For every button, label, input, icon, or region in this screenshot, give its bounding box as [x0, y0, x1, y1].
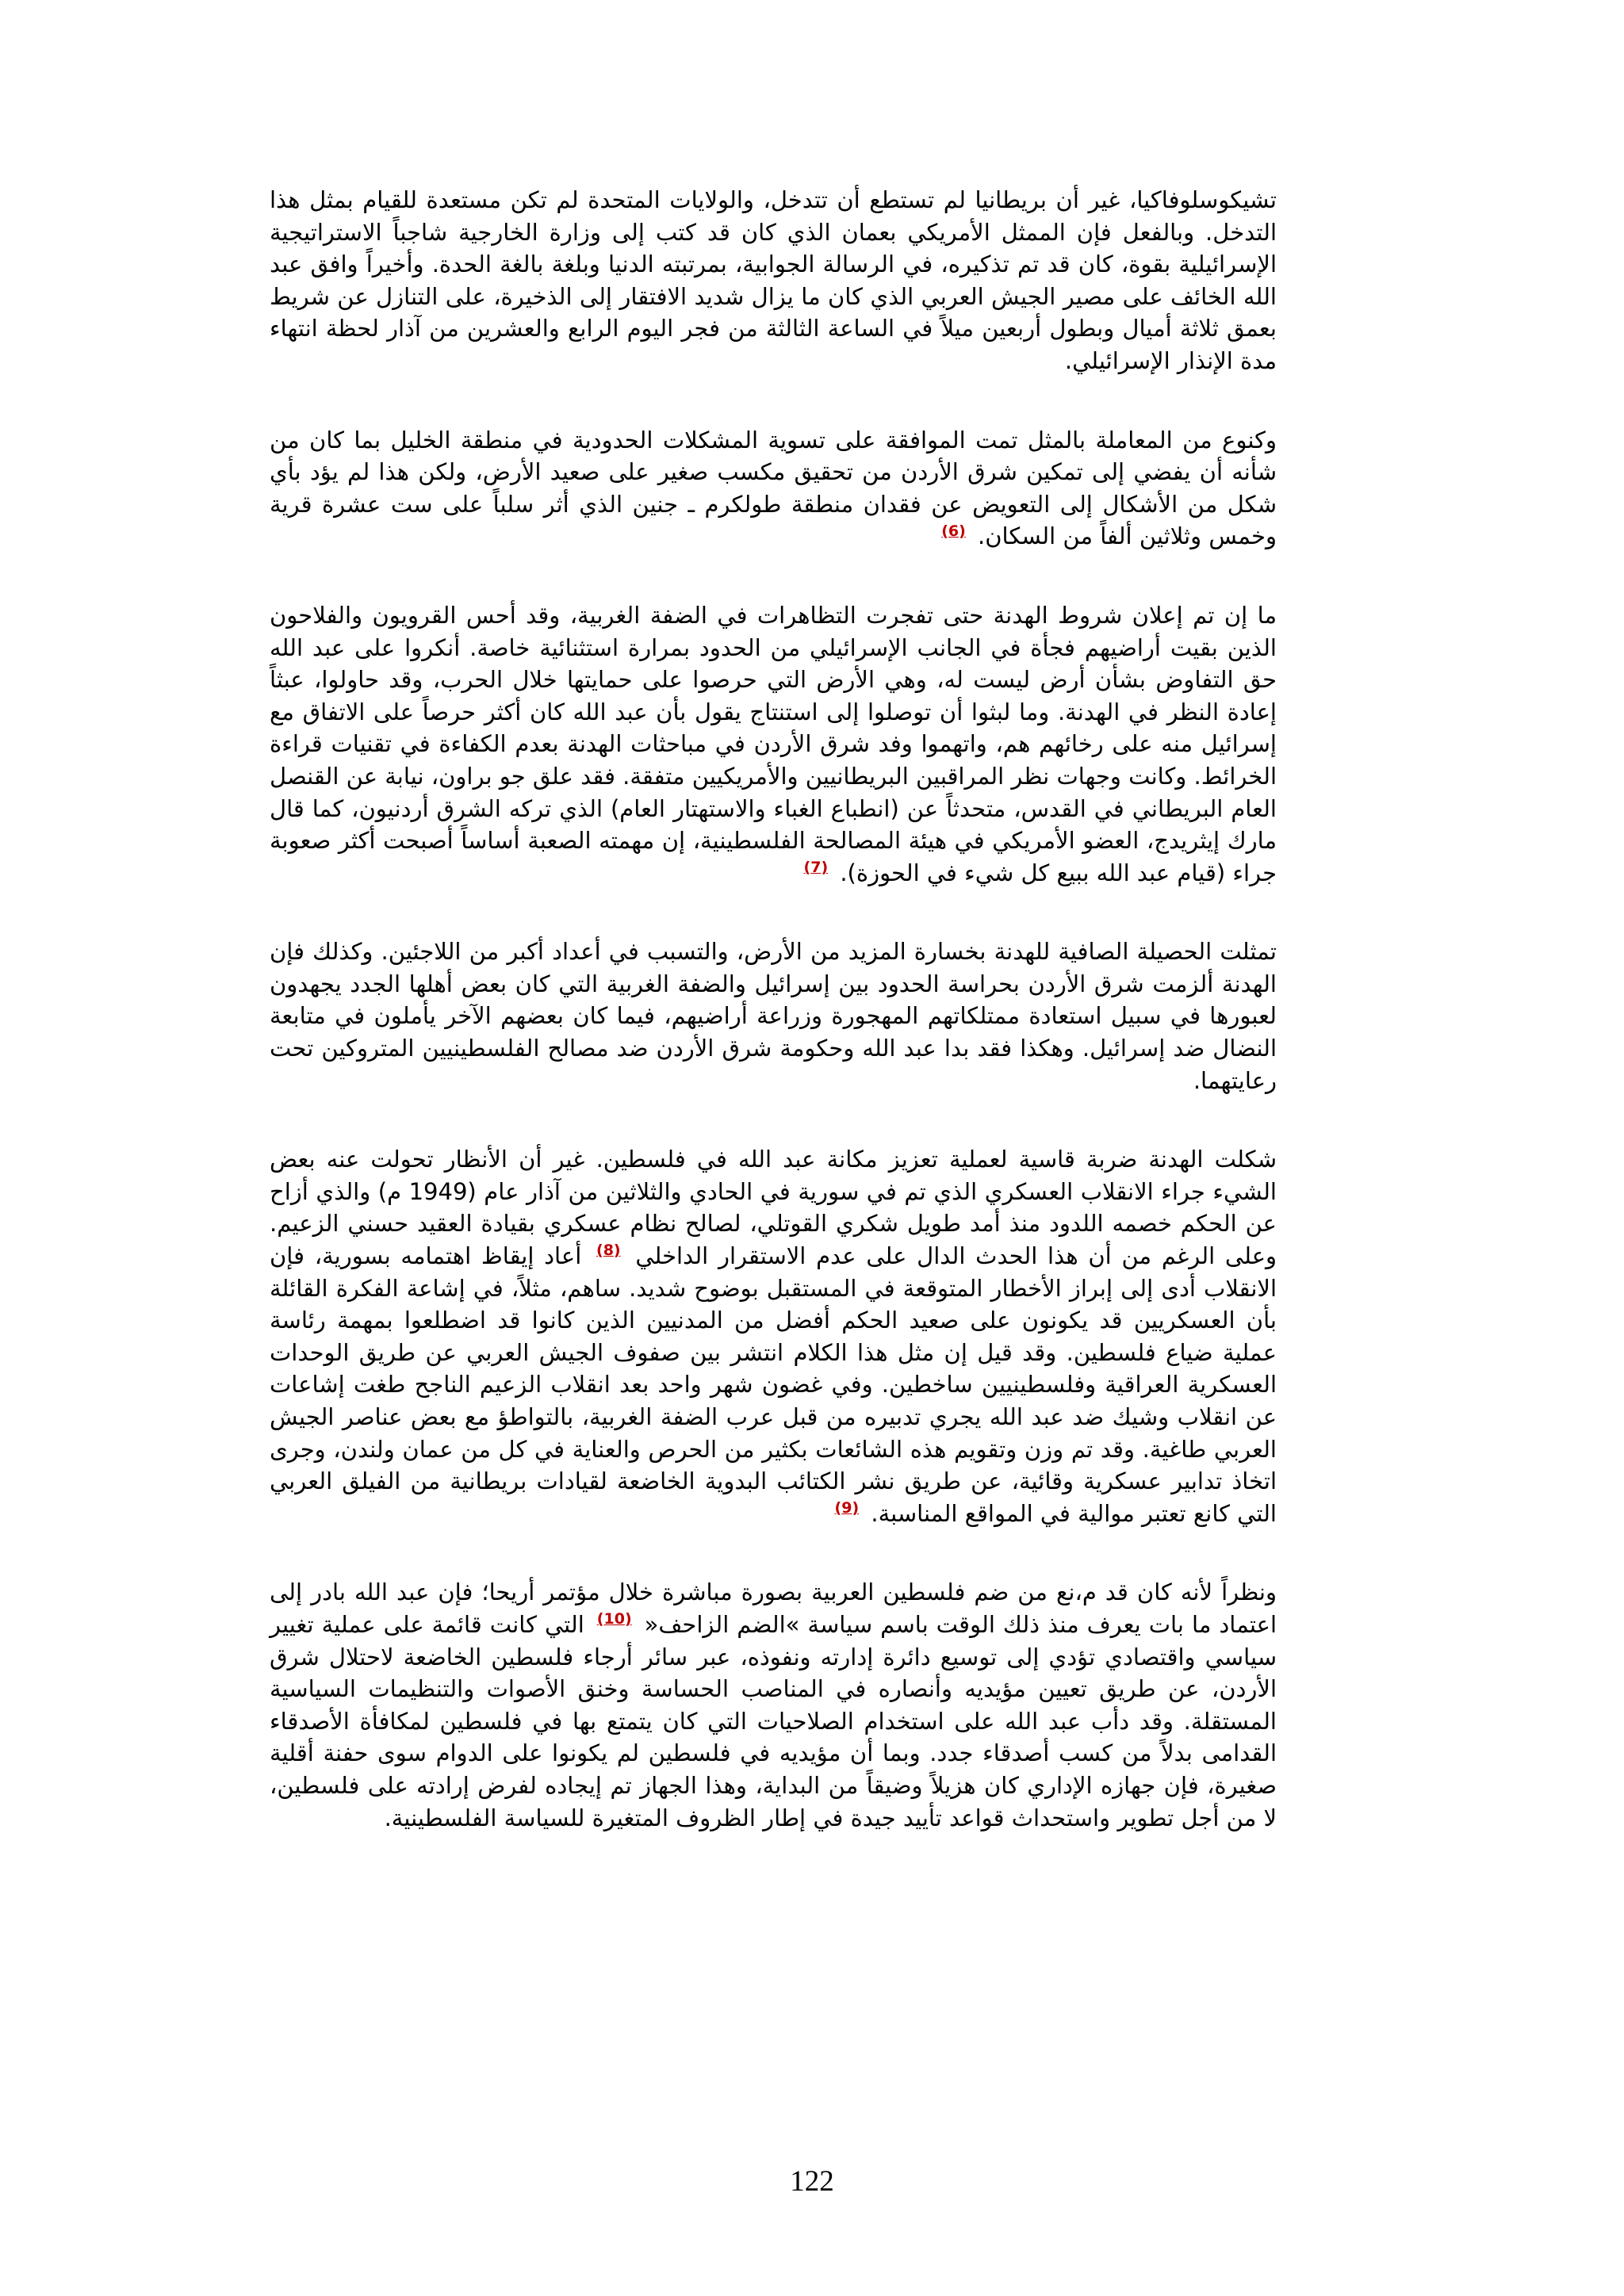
- paragraph-text-start: ونظراً لأنه كان قد م،نع من ضم فلسطين العربية بصورة مباشرة خلال مؤتمر أريحا؛ فإن عبد الله بادر إلى اعتماد ما بات يعرف منذ ذلك الوقت باسم سياسة »الضم الزاحف«: [270, 1578, 1277, 1638]
- paragraph-text: وكنوع من المعاملة بالمثل تمت الموافقة على تسوية المشكلات الحدودية في منطقة الخليل بما كان من شأنه أن يفضي إلى تمكين شرق الأردن من تحقيق مكسب صغير على صعيد الأرض، ولكن هذا لم يؤد بأي شكل من الأشكال إلى التعويض عن فقدان منطقة طولكرم ـ جنين الذي أثر سلباً على ست عشرة قرية وخمس وثلاثين ألفاً من السكان.: [270, 426, 1277, 550]
- paragraph-4: [270, 936, 1277, 1096]
- paragraph-3: [270, 599, 1277, 889]
- paragraph-1: [270, 184, 1277, 377]
- paragraph-2: [270, 424, 1277, 553]
- paragraph-text-start: شكلت الهدنة ضربة قاسية لعملية تعزيز مكانة عبد الله في فلسطين. غير أن الأنظار تحولت عنه بعض الشيء جراء الانقلاب العسكري الذي تم في سورية في الحادي والثلاثين من آذار عام (1949 م) والذي أزاح عن الحكم خصمه اللدود منذ أمد طويل شكري القوتلي، لصالح نظام عسكري بقيادة العقيد حسني الزعيم. وعلى الرغم من أن هذا الحدث الدال على عدم الاستقرار الداخلي: [270, 1146, 1277, 1270]
- document-page: [270, 184, 1277, 1834]
- footnote-reference-link[interactable]: (8): [596, 1242, 621, 1260]
- paragraph-text: ما إن تم إعلان شروط الهدنة حتى تفجرت التظاهرات في الضفة الغربية، وقد أحس القرويون والفلاحون الذين بقيت أراضيهم فجأة في الجانب الإسرائيلي من الحدود بمرارة استثنائية خاصة. أنكروا على عبد الله حق التفاوض بشأن أرض ليست له، وهي الأرض التي حرصوا على حمايتها خلال الحرب، وقد حاولوا، عبثاً إعادة النظر في الهدنة. وما لبثوا أن توصلوا إلى استنتاج يقول بأن عبد الله كان أكثر حرصاً على الاتفاق مع إسرائيل منه على رخائهم هم، واتهموا وفد شرق الأردن في مباحثات الهدنة بعدم الكفاءة في تقنيات قراءة الخرائط. وكانت وجهات نظر المراقبين البريطانيين والأمريكيين متفقة. فقد علق جو براون، نيابة عن القنصل العام البريطاني في القدس، متحدثاً عن (انطباع الغباء والاستهتار العام) الذي تركه الشرق أردنيون، كما قال مارك إيثريدج، العضو الأمريكي في هيئة المصالحة الفلسطينية، إن مهمته الصعبة أساساً أصبحت أكثر صعوبة جراء (قيام عبد الله ببيع كل شيء في الحوزة).: [270, 601, 1277, 886]
- paragraph-text-end: أعاد إيقاظ اهتمامه بسورية، فإن الانقلاب أدى إلى إبراز الأخطار المتوقعة في المستقبل بوضوح شديد. ساهم، مثلاً، في إشاعة الفكرة القائلة بأن العسكريين قد يكونون على صعيد الحكم أفضل من المدنيين الذين كانوا قد اضطلعوا بمهمة رئاسة عملية ضياع فلسطين. وقد قيل إن مثل هذا الكلام انتشر بين صفوف الجيش العربي عن طريق الوحدات العسكرية العراقية وفلسطينيين ساخطين. وفي غضون شهر واحد بعد انقلاب الزعيم الناجح طغت إشاعات عن انقلاب وشيك ضد عبد الله يجري تدبيره من قبل عرب الضفة الغربية، بالتواطؤ مع بعض عناصر الجيش العربي طاغية. وقد تم وزن وتقويم هذه الشائعات بكثير من الحرص والعناية في كل من عمان ولندن، وجرى اتخاذ تدابير عسكرية وقائية، عن طريق نشر الكتائب البدوية الخاضعة لقيادات بريطانية من الفيلق العربي التي كانع تعتبر موالية في المواقع المناسبة.: [270, 1242, 1277, 1527]
- paragraph-text: تشيكوسلوفاكيا، غير أن بريطانيا لم تستطع أن تتدخل، والولايات المتحدة لم تكن مستعدة للقيام بمثل هذا التدخل. وبالفعل فإن الممثل الأمريكي بعمان الذي كان قد كتب إلى وزارة الخارجية شاجباً الاستراتيجية الإسرائيلية بقوة، كان قد تم تذكيره، في الرسالة الجوابية، بمرتبته الدنيا وبلغة بالغة الحدة. وأخيراً وافق عبد الله الخائف على مصير الجيش العربي الذي كان ما يزال شديد الافتقار إلى الذخيرة، على التنازل عن شريط بعمق ثلاثة أميال وبطول أربعين ميلاً في الساعة الثالثة من فجر اليوم الرابع والعشرين من آذار لحظة انتهاء مدة الإنذار الإسرائيلي.: [270, 186, 1277, 374]
- footnote-reference-link[interactable]: (7): [803, 859, 829, 877]
- paragraph-6: [270, 1576, 1277, 1834]
- paragraph-5: [270, 1143, 1277, 1529]
- footnote-reference-link[interactable]: (10): [596, 1610, 632, 1628]
- paragraph-text-end: التي كانت قائمة على عملية تغيير سياسي واقتصادي تؤدي إلى توسيع دائرة إدارته ونفوذه، عبر سائر أرجاء فلسطين الخاضعة لاحتلال شرق الأردن، عن طريق تعيين مؤيديه وأنصاره في المناصب الحساسة وخنق الأصوات والتنظيمات السياسية المستقلة. وقد دأب عبد الله على استخدام الصلاحيات التي كان يتمتع بها في فلسطين لمكافأة الأصدقاء القدامى بدلاً من كسب أصدقاء جدد. وبما أن مؤيديه في فلسطين لم يكونوا على الدوام سوى حفنة أقلية صغيرة، فإن جهازه الإداري كان هزيلاً وضيقاً من البداية، وهذا الجهاز تم إيجاده لفرض إرادته على فلسطين، لا من أجل تطوير واستحداث قواعد تأييد جيدة في إطار الظروف المتغيرة للسياسة الفلسطينية.: [270, 1610, 1277, 1831]
- paragraph-text: تمثلت الحصيلة الصافية للهدنة بخسارة المزيد من الأرض، والتسبب في أعداد أكبر من اللاجئين. وكذلك فإن الهدنة ألزمت شرق الأردن بحراسة الحدود بين إسرائيل والضفة الغربية التي كان بعض أهلها الجدد يجهدون لعبورها في سبيل استعادة ممتلكاتهم المهجورة وزراعة أراضيهم، فيما كان بعضهم الآخر يأملون في متابعة النضال ضد إسرائيل. وهكذا فقد بدا عبد الله وحكومة شرق الأردن ضد مصالح الفلسطينيين المتروكين تحت رعايتهما.: [270, 938, 1277, 1094]
- footnote-reference-link[interactable]: (9): [834, 1499, 860, 1517]
- page-number: 122: [790, 2165, 834, 2198]
- footnote-reference-link[interactable]: (6): [941, 522, 966, 540]
